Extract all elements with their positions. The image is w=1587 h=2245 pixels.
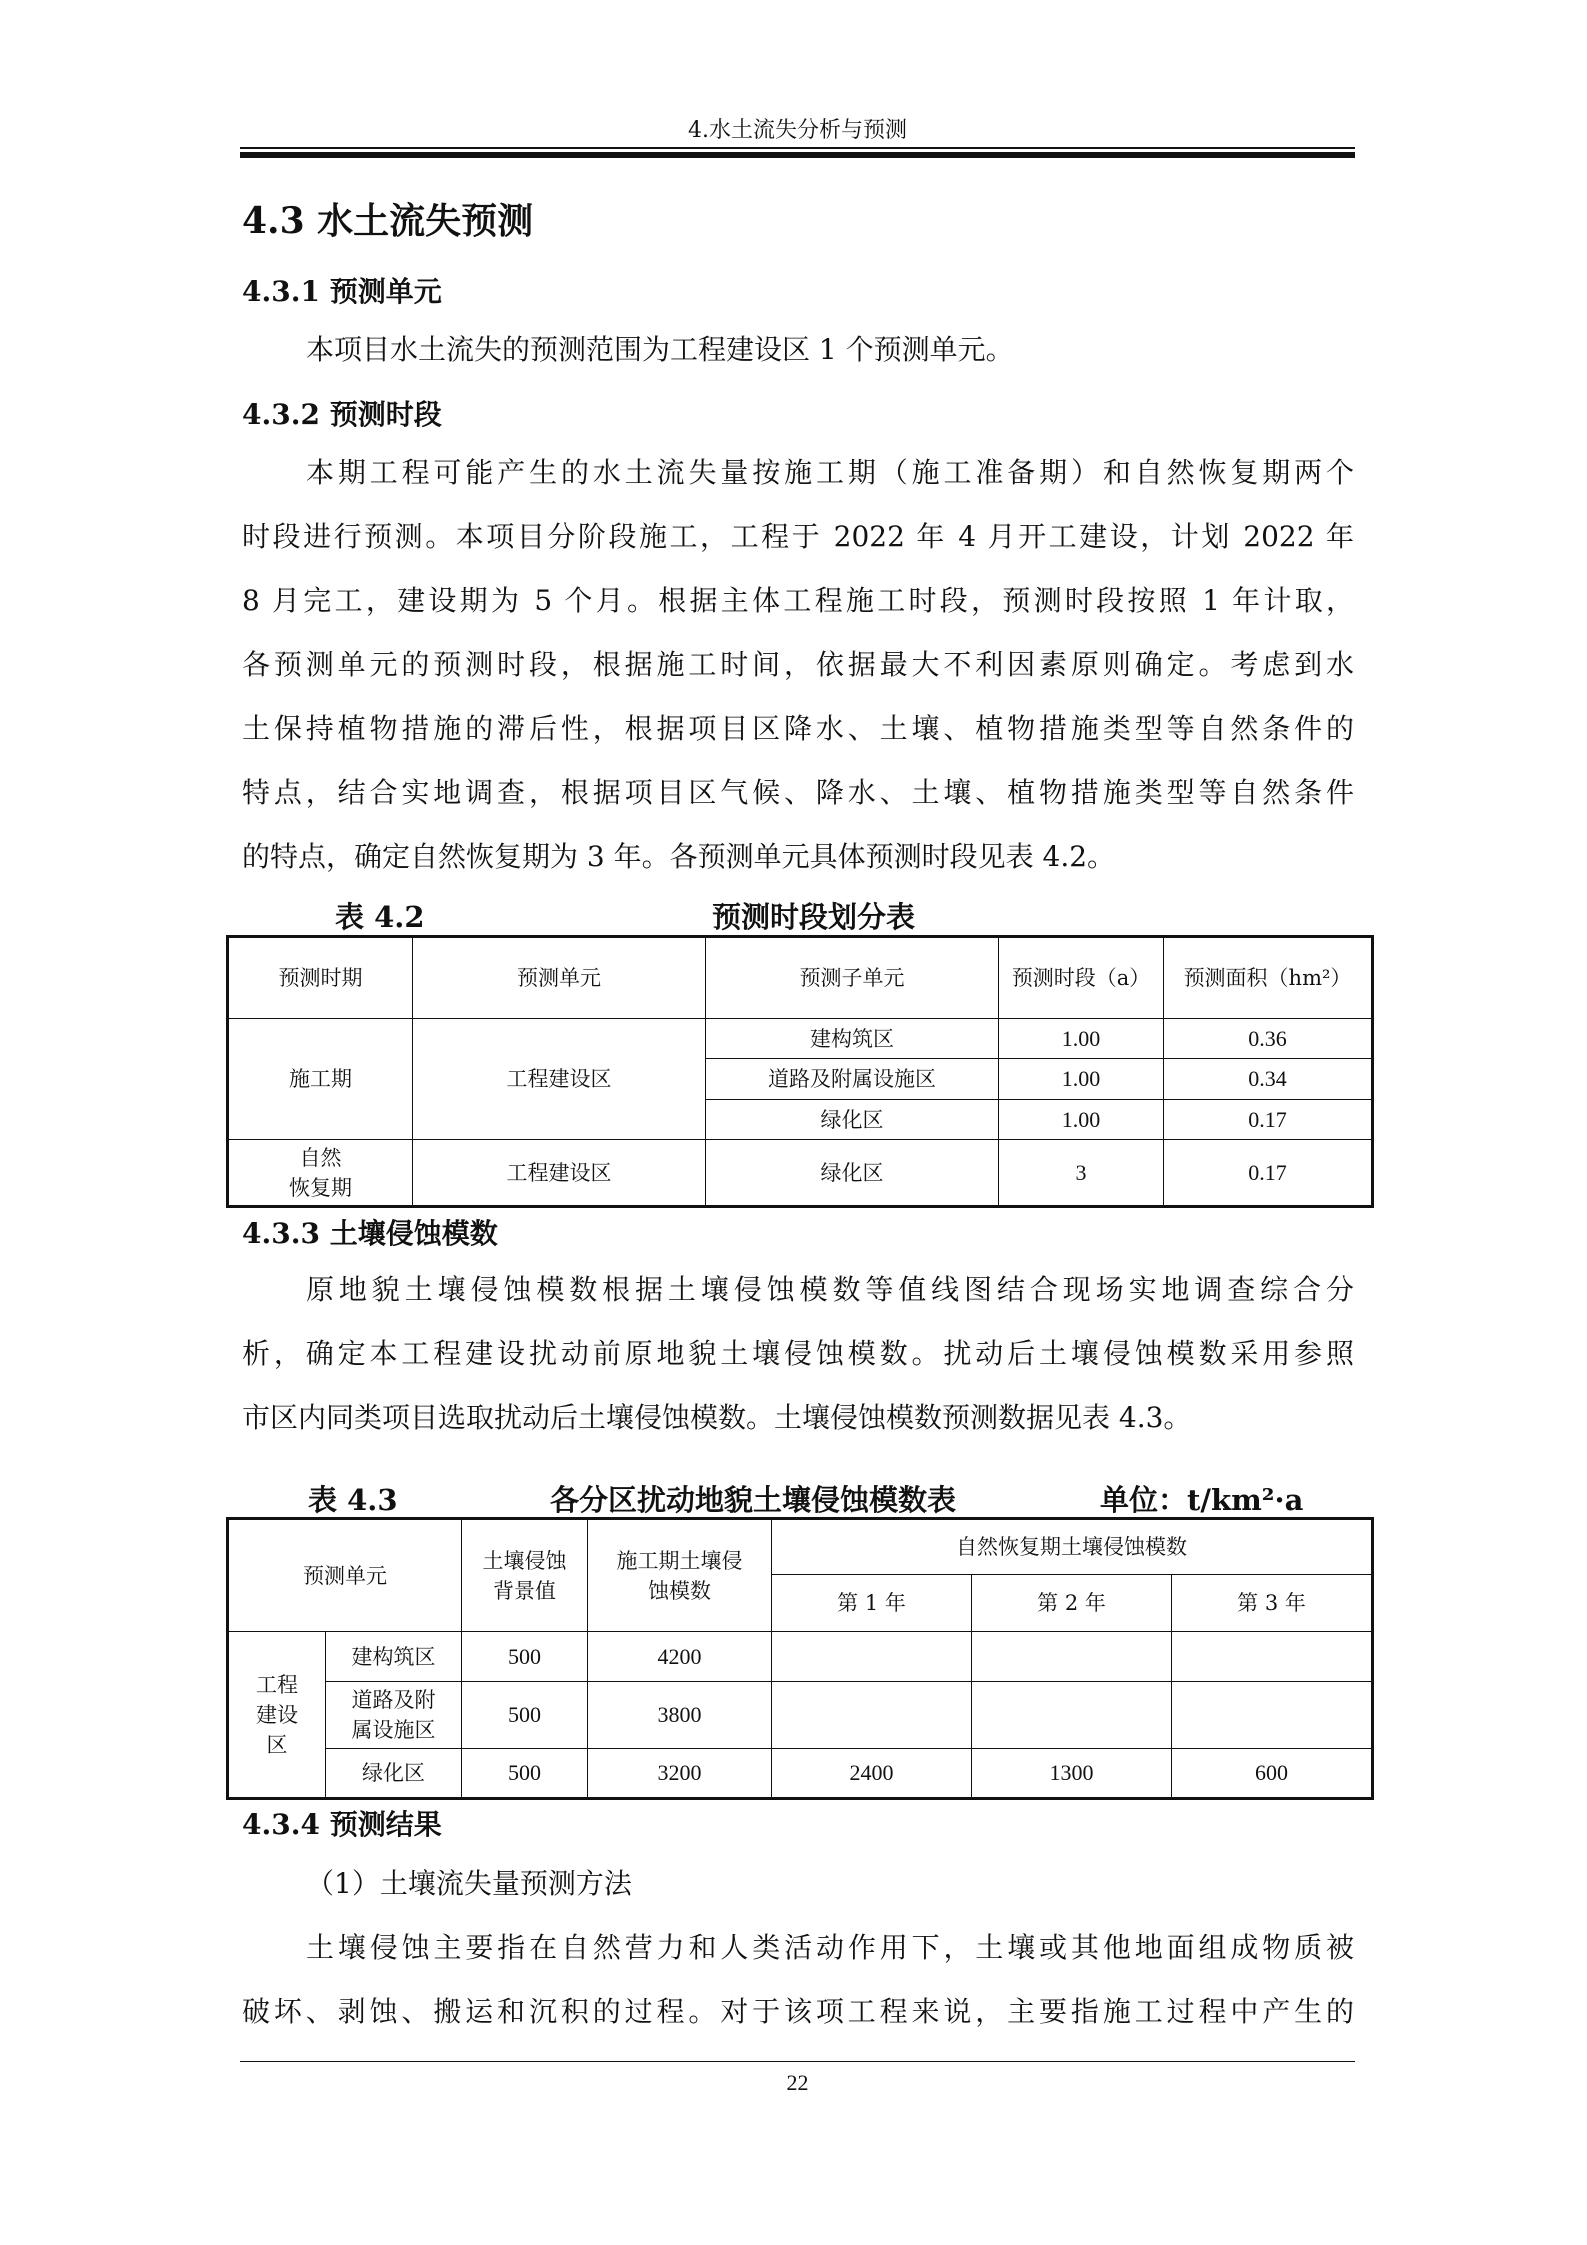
year2-cell [972,1632,1172,1682]
subunit-cell: 道路及附属设施区 [706,1059,999,1100]
section-4-3-2-title: 4.3.2 预测时段 [242,398,442,431]
time-cell: 1.00 [999,1100,1164,1140]
year3-cell [1172,1632,1373,1682]
paragraph-line: 本项目水土流失的预测范围为工程建设区 1 个预测单元。 [306,333,1014,366]
construction-cell: 3200 [588,1749,772,1799]
table-4-3 [226,1517,1374,1800]
table-header-row [228,937,1373,1019]
paragraph-line: 原地貌土壤侵蚀模数根据土壤侵蚀模数等值线图结合现场实地调查综合分 [306,1273,1354,1306]
page-number: 22 [786,2070,809,2095]
header-cell: 施工期土壤侵 蚀模数 [588,1519,772,1632]
table-row [228,1632,1373,1682]
year3-cell [1172,1682,1373,1749]
section-4-3-1-title: 4.3.1 预测单元 [242,275,442,308]
table-4-2 [226,935,1374,1208]
header-cell: 预测子单元 [706,937,999,1019]
zone-cell: 道路及附 属设施区 [326,1682,462,1749]
period-cell: 施工期 [228,1019,413,1140]
paragraph-line: 特点，结合实地调查，根据项目区气候、降水、土壤、植物措施类型等自然条件 [242,776,1354,809]
paragraph-line: （1）土壤流失量预测方法 [306,1867,632,1900]
unit-cell: 工程建设区 [413,1140,706,1207]
zone-cell: 建构筑区 [326,1632,462,1682]
section-4-3-3-title: 4.3.3 土壤侵蚀模数 [242,1217,498,1250]
group-cell: 工程 建设 区 [228,1632,326,1799]
item-4-3-4-1 [242,1852,1354,1916]
paragraph-line: 市区内同类项目选取扰动后土壤侵蚀模数。土壤侵蚀模数预测数据见表 4.3。 [242,1401,1192,1434]
header-cell: 自然恢复期土壤侵蚀模数 [772,1519,1373,1575]
paragraph-line: 各预测单元的预测时段，根据施工时间，依据最大不利因素原则确定。考虑到水 [242,648,1354,681]
time-cell: 1.00 [999,1059,1164,1100]
section-4-3-4-title: 4.3.4 预测结果 [242,1808,442,1841]
table-header-row [228,1519,1373,1575]
year2-cell [972,1682,1172,1749]
construction-cell: 3800 [588,1682,772,1749]
table-4-2-number: 表 4.2 [335,900,425,934]
paragraph-line: 析，确定本工程建设扰动前原地貌土壤侵蚀模数。扰动后土壤侵蚀模数采用参照 [242,1337,1354,1370]
header-cell: 预测时段（a） [999,937,1164,1019]
footer-rule [240,2061,1355,2062]
time-cell: 3 [999,1140,1164,1207]
year1-cell: 2400 [772,1749,972,1799]
construction-cell: 4200 [588,1632,772,1682]
header-cell: 第 3 年 [1172,1575,1373,1632]
year2-cell: 1300 [972,1749,1172,1799]
area-cell: 0.36 [1164,1019,1373,1059]
background-cell: 500 [462,1632,588,1682]
header-cell: 预测时期 [228,937,413,1019]
header-cell: 预测单元 [228,1519,462,1632]
paragraph-line: 土保持植物措施的滞后性，根据项目区降水、土壤、植物措施类型等自然条件的 [242,712,1354,745]
time-cell: 1.00 [999,1019,1164,1059]
header-rule-thick [240,152,1355,158]
paragraph-line: 时段进行预测。本项目分阶段施工，工程于 2022 年 4 月开工建设，计划 2022 年 [242,520,1354,553]
paragraph-4-3-1 [242,318,1354,382]
year1-cell [772,1632,972,1682]
area-cell: 0.17 [1164,1100,1373,1140]
header-cell: 第 1 年 [772,1575,972,1632]
header-cell: 预测单元 [413,937,706,1019]
header-cell: 土壤侵蚀 背景值 [462,1519,588,1632]
background-cell: 500 [462,1682,588,1749]
paragraph-4-3-4 [242,1916,1354,2044]
paragraph-line: 本期工程可能产生的水土流失量按施工期（施工准备期）和自然恢复期两个 [306,456,1354,489]
background-cell: 500 [462,1749,588,1799]
period-cell: 自然 恢复期 [228,1140,413,1207]
unit-cell: 工程建设区 [413,1019,706,1140]
table-row [228,1019,1373,1059]
area-cell: 0.34 [1164,1059,1373,1100]
paragraph-line: 土壤侵蚀主要指在自然营力和人类活动作用下，土壤或其他地面组成物质被 [306,1931,1354,1964]
paragraph-line: 8 月完工，建设期为 5 个月。根据主体工程施工时段，预测时段按照 1 年计取， [242,584,1354,617]
year3-cell: 600 [1172,1749,1373,1799]
section-4-3-title: 4.3 水土流失预测 [242,200,534,242]
subunit-cell: 绿化区 [706,1100,999,1140]
paragraph-4-3-3 [242,1258,1354,1450]
table-4-3-unit: 单位：t/km²·a [1100,1483,1304,1517]
paragraph-line: 的特点，确定自然恢复期为 3 年。各预测单元具体预测时段见表 4.2。 [242,840,1116,873]
paragraph-4-3-2 [242,441,1354,889]
subunit-cell: 绿化区 [706,1140,999,1207]
header-cell: 第 2 年 [972,1575,1172,1632]
table-row [228,1140,1373,1207]
table-4-3-title: 各分区扰动地貌土壤侵蚀模数表 [550,1483,957,1517]
year1-cell [772,1682,972,1749]
table-4-3-number: 表 4.3 [308,1483,398,1517]
table-row [228,1749,1373,1799]
zone-cell: 绿化区 [326,1749,462,1799]
paragraph-line: 破坏、剥蚀、搬运和沉积的过程。对于该项工程来说，主要指施工过程中产生的 [242,1995,1354,2028]
subunit-cell: 建构筑区 [706,1019,999,1059]
running-header: 4.水土流失分析与预测 [688,118,907,143]
header-cell: 预测面积（hm²） [1164,937,1373,1019]
header-rule-thin [240,147,1355,149]
table-row [228,1682,1373,1749]
area-cell: 0.17 [1164,1140,1373,1207]
table-4-2-title: 预测时段划分表 [712,900,916,934]
